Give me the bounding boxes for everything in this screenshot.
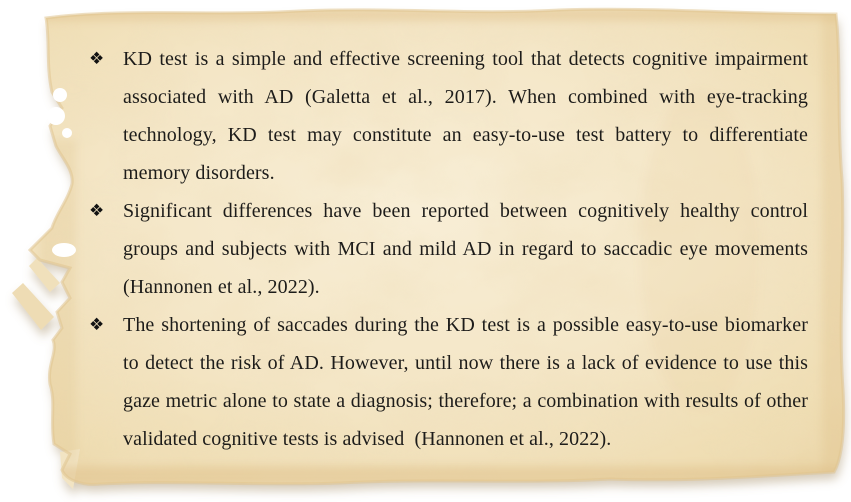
bullet-item xyxy=(88,40,808,192)
diamond-bullet-icon: ❖ xyxy=(89,315,105,335)
diamond-bullet-icon: ❖ xyxy=(89,201,105,221)
bullet-text: KD test is a simple and effective screening tool that detects cognitive impairment associated with AD (Galetta et al., 2017). When combined with eye-tracking technology, KD test may constitute an easy-to-use test battery to differentiate memory disorders. xyxy=(123,48,808,184)
bullet-text: Significant differences have been reported between cognitively healthy control groups and subjects with MCI and mild AD in regard to saccadic eye movements (Hannonen et al., 2022). xyxy=(123,200,808,298)
bullet-list xyxy=(88,40,808,458)
torn-sliver xyxy=(12,283,54,330)
bullet-text: The shortening of saccades during the KD test is a possible easy-to-use biomarker to detect the risk of AD. However, until now there is a lack of evidence to use this gaze metric alone to state a diagnosis; therefore; a combination with results of other validated cognitive tests is advised (Hannonen et al., 2022). xyxy=(123,314,808,450)
bullet-item xyxy=(88,306,808,458)
diamond-bullet-icon: ❖ xyxy=(89,49,105,69)
bullet-item xyxy=(88,192,808,306)
